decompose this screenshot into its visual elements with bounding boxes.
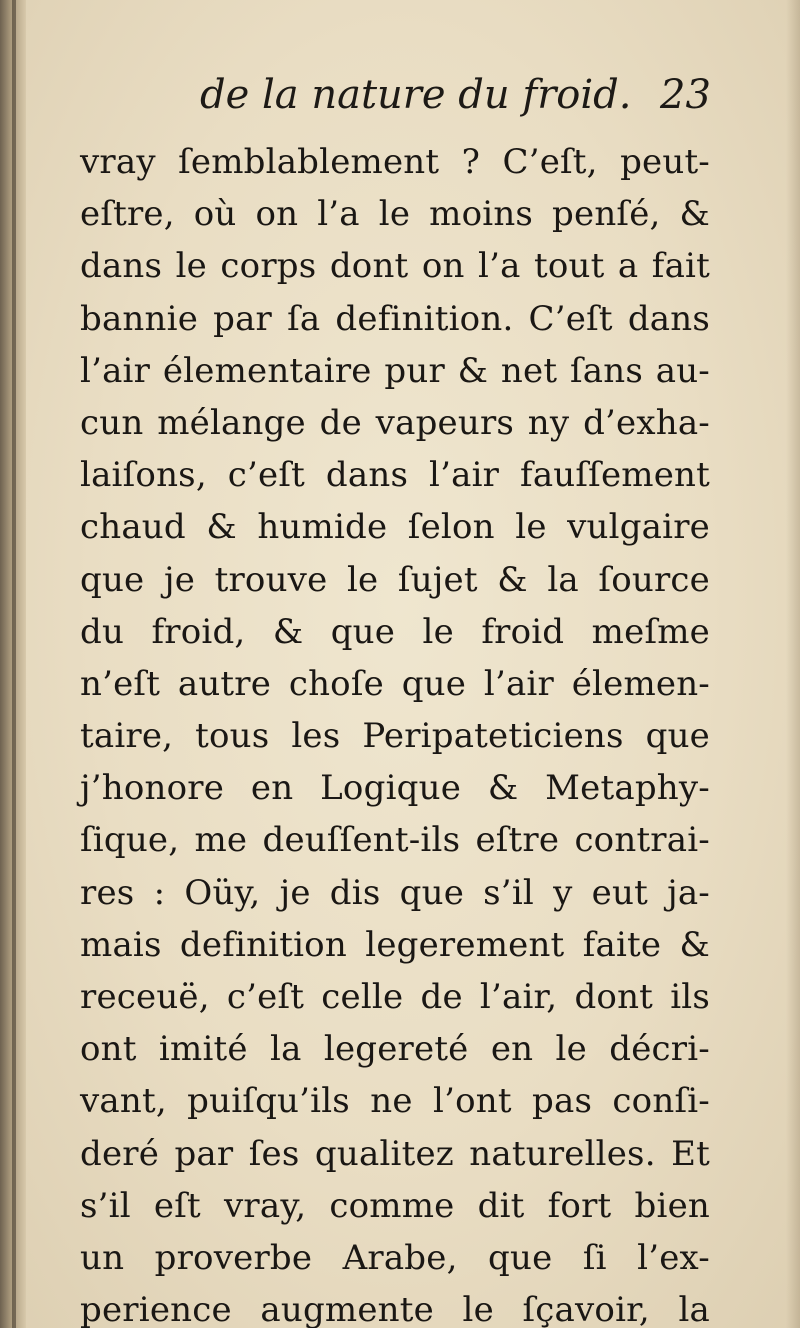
- text-line: cun mélange de vapeurs ny d’exha-: [80, 402, 710, 443]
- text-line: vray ſemblablement ? C’eſt, peut-: [80, 142, 710, 182]
- text-line: bannie par ſa definition. C’eſt dans: [80, 298, 710, 339]
- running-head-title: de la nature du froid.: [200, 72, 632, 118]
- text-line: que je trouve le ſujet & la ſource: [80, 559, 710, 600]
- binding-gutter: [0, 0, 26, 1328]
- text-line: deré par ſes qualitez naturelles. Et: [80, 1133, 710, 1174]
- text-line: perience augmente le ſçavoir, la: [80, 1290, 710, 1328]
- text-line: receuë, c’eſt celle de l’air, dont ils: [80, 977, 710, 1017]
- text-line: dans le corps dont on l’a tout a fait: [80, 246, 710, 287]
- text-line: res : Oüy, je dis que s’il y eut ja-: [80, 872, 710, 913]
- text-line: n’eſt autre choſe que l’air élemen-: [80, 663, 710, 704]
- text-line: l’air élementaire pur & net ſans au-: [80, 350, 710, 391]
- text-line: mais definition legerement faite &: [80, 924, 710, 965]
- body-text: [80, 136, 710, 1328]
- text-line: taire, tous les Peripateticiens que: [80, 716, 710, 757]
- running-head: [200, 72, 720, 130]
- page-edge-shading: [786, 0, 800, 1328]
- text-line: vant, puiſqu’ils ne l’ont pas conſi-: [80, 1081, 710, 1122]
- gutter-shadow-line: [12, 0, 16, 1328]
- text-line: eſtre, où on l’a le moins penſé, &: [80, 194, 710, 235]
- text-line: un proverbe Arabe, que ſi l’ex-: [80, 1237, 710, 1278]
- text-line: s’il eſt vray, comme dit fort bien: [80, 1185, 710, 1226]
- text-line: j’honore en Logique & Metaphy-: [80, 768, 710, 809]
- text-line: du froid, & que le froid meſme: [80, 611, 710, 652]
- text-line: chaud & humide ſelon le vulgaire: [80, 507, 710, 548]
- text-line: laiſons, c’eſt dans l’air fauſſement: [80, 455, 710, 496]
- text-line: ont imité la legereté en le décri-: [80, 1029, 710, 1070]
- text-line: ſique, me deuſſent-ils eſtre contrai-: [80, 820, 710, 861]
- page-number: 23: [660, 72, 711, 118]
